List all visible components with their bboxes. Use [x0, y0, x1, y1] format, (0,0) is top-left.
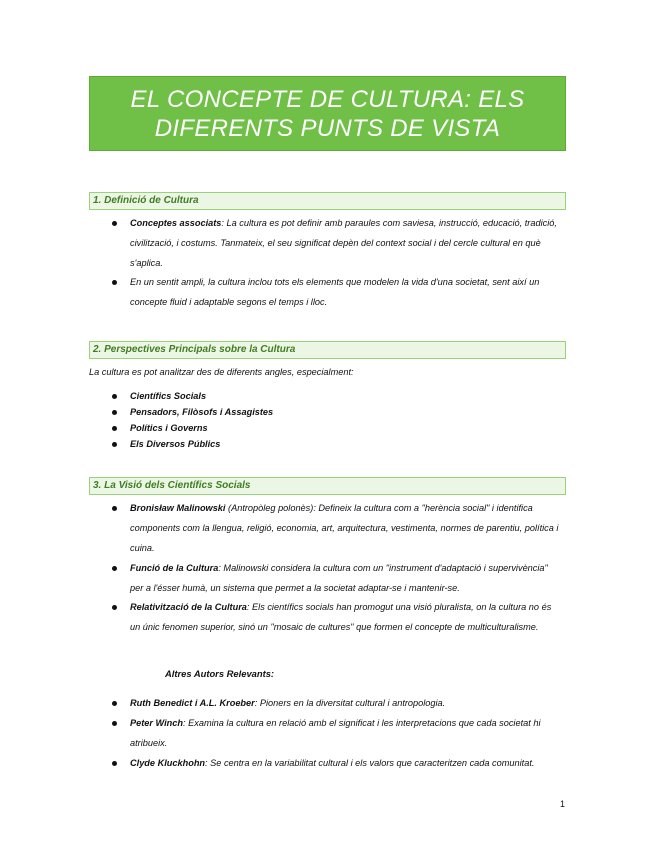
bullet-icon: [112, 721, 117, 726]
list-item-label: Peter Winch: [130, 718, 184, 728]
bullet-icon: [112, 394, 117, 399]
list-item-text: Científics Socials: [130, 391, 207, 401]
title-banner: [89, 76, 566, 151]
list-item-body: (Antropòleg polonès): Defineix la cultura com a "herència social" i identifica components com la llengua, religió, economia, art, arquitectura, vestimenta, normes de parentiu, política i cuina.: [130, 503, 559, 553]
bullet-icon: [112, 506, 117, 511]
list-item-text: [130, 713, 562, 753]
list-item-text: Pensadors, Filòsofs i Assagistes: [130, 407, 274, 417]
list-item-body: : Se centra en la variabilitat cultural i els valors que caracteritzen cada comunitat.: [205, 758, 535, 768]
section-intro: La cultura es pot analitzar des de diferents angles, especialment:: [89, 367, 354, 377]
list-item-body: : Malinowski considera la cultura com un "instrument d'adaptació i supervivència" per a l'ésser humà, un sistema que permet a la societat adaptar-se i mantenir-se.: [130, 563, 548, 593]
bullet-icon: [112, 280, 117, 285]
bullet-icon: [112, 605, 117, 610]
title-line-1: EL CONCEPTE DE CULTURA: ELS: [130, 85, 525, 113]
subheading-altres-autors: Altres Autors Relevants:: [165, 668, 275, 679]
list-item-body: : La cultura es pot definir amb paraules com saviesa, instrucció, educació, tradició, civilització, i costums. Tanmateix, el seu significat depèn del context social i del cercle cultural en què s'aplica.: [130, 218, 557, 268]
list-item-text: [130, 498, 562, 558]
page-number: 1: [560, 799, 566, 809]
list-item-label: Clyde Kluckhohn: [130, 758, 206, 768]
bullet-icon: [112, 566, 117, 571]
list-item-text: [130, 213, 562, 273]
list-item-label: Bronisław Malinowski: [130, 503, 226, 513]
list-item-text: Polítics i Governs: [130, 423, 208, 433]
list-item-text: [130, 693, 562, 713]
section-heading-cientifics-socials: 3. La Visió dels Científics Socials: [89, 477, 566, 495]
list-item-text: [130, 597, 562, 637]
list-item-text: [130, 272, 562, 312]
bullet-icon: [112, 761, 117, 766]
bullet-icon: [112, 426, 117, 431]
section-heading-perspectives: 2. Perspectives Principals sobre la Cultura: [89, 341, 566, 359]
bullet-icon: [112, 701, 117, 706]
list-item-label: Conceptes associats: [130, 218, 222, 228]
bullet-icon: [112, 442, 117, 447]
list-item-body: : Examina la cultura en relació amb el significat i les interpretacions que cada societat hi atribueix.: [130, 718, 541, 748]
section-heading-definicio: 1. Definició de Cultura: [89, 192, 566, 210]
list-item-text: [130, 753, 562, 773]
list-item-label: Ruth Benedict i A.L. Kroeber: [130, 698, 255, 708]
bullet-icon: [112, 221, 117, 226]
list-item-body: : Els científics socials han promogut una visió pluralista, on la cultura no és un únic fenomen superior, sinó un "mosaic de cultures" que formen el concepte de multiculturalisme.: [130, 602, 552, 632]
list-item-label: Funció de la Cultura: [130, 563, 219, 573]
list-item-body: En un sentit ampli, la cultura inclou tots els elements que modelen la vida d'una societat, sent així un concepte fluid i adaptable segons el temps i lloc.: [130, 277, 540, 307]
title-line-2: DIFERENTS PUNTS DE VISTA: [154, 114, 501, 142]
bullet-icon: [112, 410, 117, 415]
list-item-text: [130, 558, 562, 598]
list-item-body: : Pioners en la diversitat cultural i antropologia.: [254, 698, 446, 708]
list-item-label: Relativització de la Cultura: [130, 602, 247, 612]
list-item-text: Els Diversos Públics: [130, 439, 221, 449]
